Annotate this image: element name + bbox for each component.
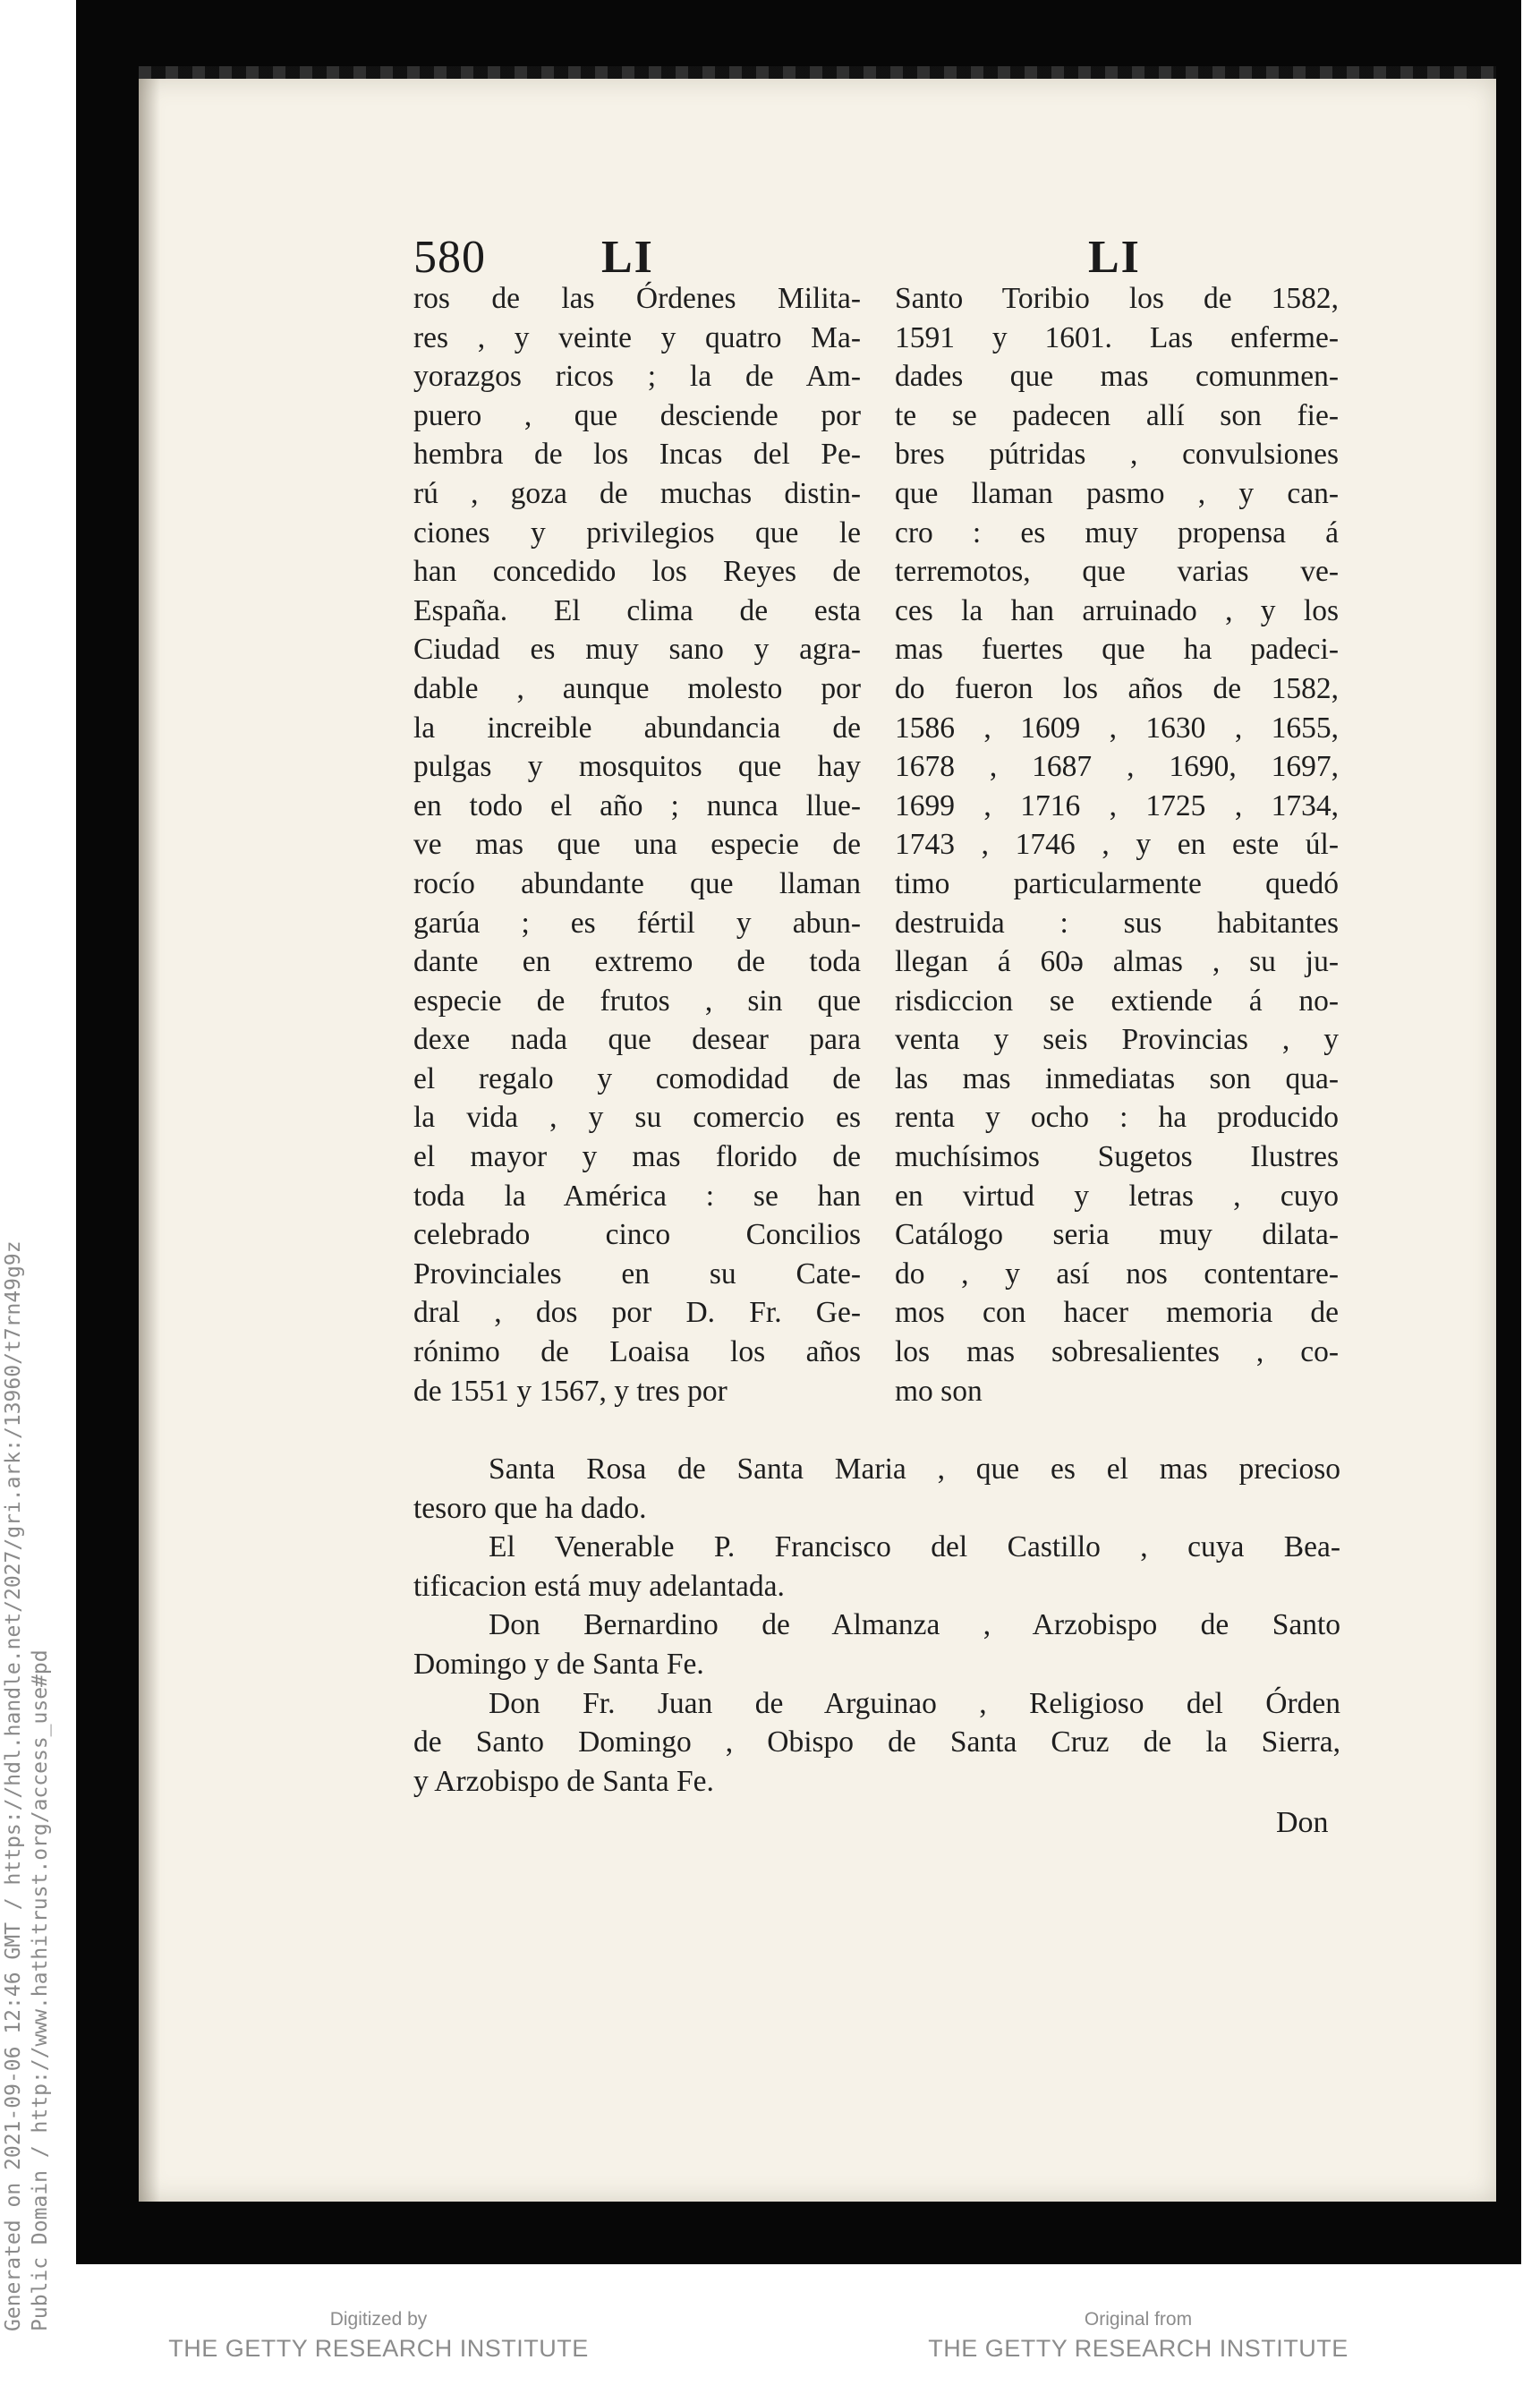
left-column-line: el regalo y comodidad de (413, 1061, 861, 1095)
margin-note-line-1: Generated on 2021-09-06 12:46 GMT / https://hdl.handle.net/2027/gri.ark:/13960/t7rn49g9z (2, 1240, 25, 2331)
right-column-line: do , y así nos contentare- (895, 1257, 1339, 1291)
left-column-line: rú , goza de muchas distin- (413, 476, 861, 510)
right-column-line: mo son (895, 1374, 983, 1408)
left-column-line: res , y veinte y quatro Ma- (413, 320, 861, 354)
left-column-line: rocío abundante que llaman (413, 866, 861, 900)
margin-note-line-2: Public Domain / http://www.hathitrust.org/access_use#pd (29, 1649, 52, 2331)
left-column-line: en todo el año ; nunca llue- (413, 788, 861, 822)
left-column-line: rónimo de Loaisa los años (413, 1335, 861, 1369)
gutter-shadow (139, 79, 160, 2202)
biography-entry (413, 1528, 1340, 1606)
right-column-line: 1586 , 1609 , 1630 , 1655, (895, 711, 1339, 745)
left-column-line: hembra de los Incas del Pe- (413, 438, 861, 472)
left-column-line: puero , que desciende por (413, 398, 861, 432)
entry-line: Don Bernardino de Almanza , Arzobispo de Santo (489, 1608, 1340, 1642)
left-column-line: dable , aunque molesto por (413, 671, 861, 705)
catchword: Don (1276, 1806, 1329, 1839)
entry-line: tificacion está muy adelantada. (413, 1569, 785, 1603)
biography-entry (413, 1606, 1340, 1683)
footer-digitized-label: Digitized by (329, 2309, 428, 2330)
right-column-line: bres pútridas , convulsiones (895, 438, 1339, 472)
right-column-line: mos con hacer memoria de (895, 1296, 1339, 1330)
left-column-line: ros de las Órdenes Milita- (413, 282, 861, 315)
entry-line: de Santo Domingo , Obispo de Santa Cruz de la Sierra, (413, 1725, 1340, 1759)
left-column-line: la vida , y su comercio es (413, 1101, 861, 1135)
right-column-line: destruida : sus habitantes (895, 906, 1339, 940)
left-column-line: dexe nada que desear para (413, 1023, 861, 1057)
left-column-line: España. El clima de esta (413, 593, 861, 627)
left-column-line: la increible abundancia de (413, 711, 861, 745)
right-column-line: que llaman pasmo , y can- (895, 476, 1339, 510)
right-text-column (895, 279, 1339, 1410)
left-column-line: pulgas y mosquitos que hay (413, 750, 861, 784)
right-column-line: dades que mas comunmen- (895, 360, 1339, 394)
right-column-line: Santo Toribio los de 1582, (895, 282, 1339, 315)
right-column-line: renta y ocho : ha producido (895, 1101, 1339, 1135)
right-column-line: do fueron los años de 1582, (895, 671, 1339, 705)
right-column-line: cro : es muy propensa á (895, 515, 1339, 550)
left-column-line: Provinciales en su Cate- (413, 1257, 861, 1291)
right-column-line: venta y seis Provincias , y (895, 1023, 1339, 1057)
right-column-line: las mas inmediatas son qua- (895, 1061, 1339, 1095)
left-column-line: yorazgos ricos ; la de Am- (413, 360, 861, 394)
footer-original-from (906, 2307, 1371, 2364)
footer-digitized-by (146, 2307, 611, 2364)
right-column-line: 1743 , 1746 , y en este úl- (895, 828, 1339, 862)
right-column-line: los mas sobresalientes , co- (895, 1335, 1339, 1369)
left-column-line: dral , dos por D. Fr. Ge- (413, 1296, 861, 1330)
biography-entry (413, 1684, 1340, 1802)
footer-original-institution: THE GETTY RESEARCH INSTITUTE (928, 2335, 1349, 2362)
left-column-line: celebrado cinco Concilios (413, 1218, 861, 1252)
footer-digitized-institution: THE GETTY RESEARCH INSTITUTE (168, 2335, 589, 2362)
right-column-line: llegan á 60ə almas , su ju- (895, 945, 1339, 979)
right-column-line: Catálogo seria muy dilata- (895, 1218, 1339, 1252)
left-column-line: especie de frutos , sin que (413, 984, 861, 1018)
right-column-line: 1678 , 1687 , 1690, 1697, (895, 750, 1339, 784)
left-column-line: garúa ; es fértil y abun- (413, 906, 861, 940)
page-number: 580 (413, 232, 486, 283)
entry-line: tesoro que ha dado. (413, 1491, 647, 1525)
right-column-line: 1591 y 1601. Las enferme- (895, 320, 1339, 354)
left-column-line: de 1551 y 1567, y tres por (413, 1374, 727, 1408)
left-column-line: ciones y privilegios que le (413, 515, 861, 550)
left-column-line: ve mas que una especie de (413, 828, 861, 862)
left-column-line: toda la América : se han (413, 1179, 861, 1213)
biography-entries (413, 1450, 1340, 1801)
running-head-left: LI (601, 232, 654, 283)
left-column-line: dante en extremo de toda (413, 945, 861, 979)
footer-original-label: Original from (1084, 2309, 1193, 2330)
entry-line: Don Fr. Juan de Arguinao , Religioso del Órden (489, 1686, 1340, 1720)
right-column-line: terremotos, que varias ve- (895, 555, 1339, 589)
running-head-right: LI (1088, 232, 1141, 283)
right-column-line: timo particularmente quedó (895, 866, 1339, 900)
right-column-line: ces la han arruinado , y los (895, 593, 1339, 627)
right-column-line: mas fuertes que ha padeci- (895, 633, 1339, 667)
entry-line: y Arzobispo de Santa Fe. (413, 1764, 714, 1798)
left-column-line: Ciudad es muy sano y agra- (413, 633, 861, 667)
entry-line: El Venerable P. Francisco del Castillo , cuya Bea- (489, 1530, 1340, 1564)
right-column-line: en virtud y letras , cuyo (895, 1179, 1339, 1213)
right-column-line: risdiccion se extiende á no- (895, 984, 1339, 1018)
left-text-column (413, 279, 861, 1410)
biography-entry (413, 1450, 1340, 1528)
hathitrust-margin-note (0, 0, 63, 2331)
entry-line: Santa Rosa de Santa Maria , que es el mas precioso (489, 1453, 1340, 1486)
right-column-line: muchísimos Sugetos Ilustres (895, 1140, 1339, 1174)
entry-line: Domingo y de Santa Fe. (413, 1647, 704, 1681)
left-column-line: han concedido los Reyes de (413, 555, 861, 589)
right-column-line: te se padecen allí son fie- (895, 398, 1339, 432)
page-header (413, 231, 1349, 285)
right-column-line: 1699 , 1716 , 1725 , 1734, (895, 788, 1339, 822)
left-column-line: el mayor y mas florido de (413, 1140, 861, 1174)
